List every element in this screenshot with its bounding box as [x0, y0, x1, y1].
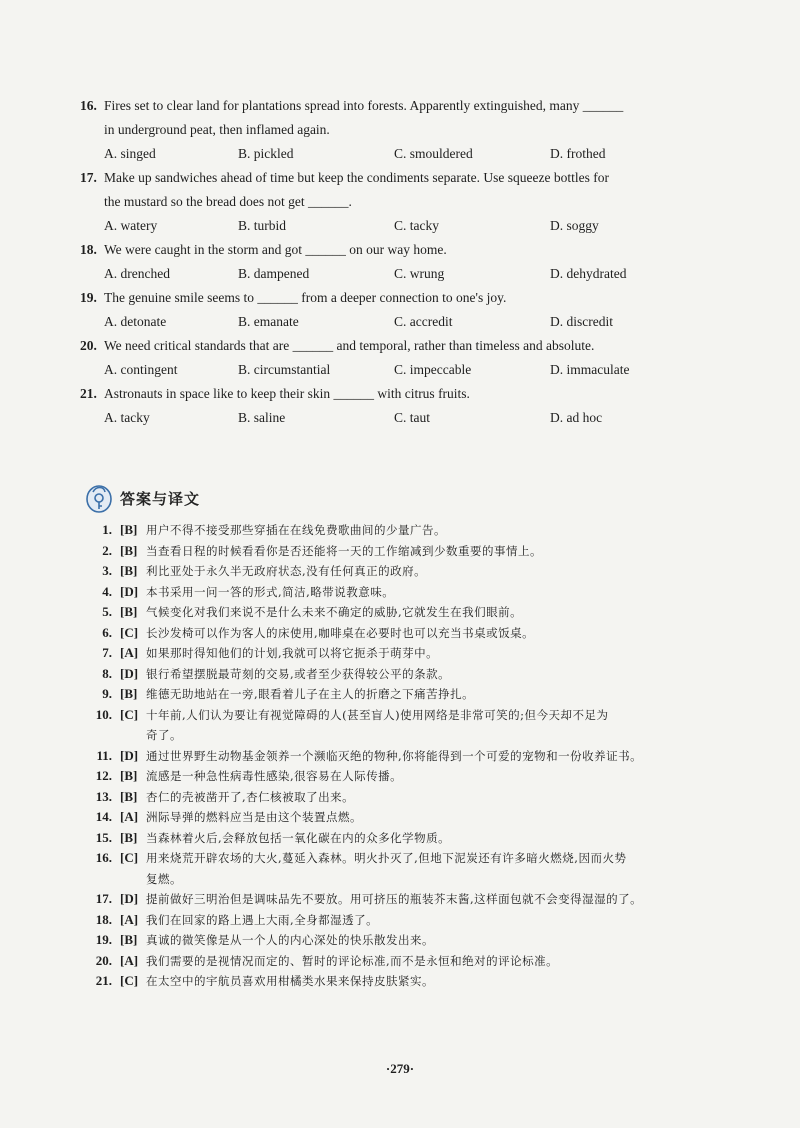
answer-option: A. detonate	[104, 314, 167, 329]
page-number: ·279·	[385, 1061, 415, 1076]
question-text: We were caught in the storm and got ______ on our way home.	[104, 242, 447, 257]
answer-number: 21.	[95, 973, 112, 988]
answer-row	[80, 807, 720, 828]
answer-row	[80, 643, 720, 664]
answer-option: D. soggy	[550, 218, 599, 233]
answer-row	[80, 746, 720, 767]
answer-row	[80, 889, 720, 910]
answer-option: D. frothed	[550, 146, 606, 161]
section-title: 答案与译文	[120, 489, 201, 508]
answer-option: B. saline	[238, 410, 286, 425]
answer-number: 4.	[102, 583, 112, 599]
answer-number: 5.	[102, 604, 112, 619]
question-list	[80, 94, 716, 430]
answer-number: 20.	[95, 952, 112, 968]
answer-translation: 用来烧荒开辟农场的大火,蔓延入森林。明火扑灭了,但地下泥炭还有许多暗火燃烧,因而火势	[146, 851, 627, 865]
answer-key	[120, 725, 146, 746]
answer-number	[80, 725, 120, 746]
answer-key: [B]	[120, 932, 138, 947]
answer-key: [B]	[120, 522, 138, 537]
question-text: in underground peat, then inflamed again.	[104, 122, 330, 137]
answer-key: [C]	[120, 973, 139, 988]
question-line	[80, 190, 716, 214]
answer-key	[120, 869, 146, 890]
question-item	[80, 286, 716, 334]
answer-key: [B]	[120, 604, 138, 619]
question-number: 19.	[80, 290, 97, 305]
answer-translation: 流感是一种急性病毒性感染,很容易在人际传播。	[146, 769, 403, 783]
answer-row	[80, 766, 720, 787]
answer-option: D. ad hoc	[550, 410, 603, 425]
answer-option: D. discredit	[550, 314, 613, 329]
answer-option: B. turbid	[238, 218, 287, 233]
question-number	[80, 118, 104, 142]
answer-number: 16.	[95, 850, 112, 865]
answer-option: C. taut	[394, 410, 430, 425]
answer-row	[80, 828, 720, 849]
answer-translation: 本书采用一问一答的形式,简洁,略带说教意味。	[146, 584, 395, 599]
answer-row	[80, 787, 720, 808]
question-text: The genuine smile seems to ______ from a deeper connection to one's joy.	[104, 290, 507, 305]
option-row	[80, 406, 716, 430]
answer-key: [C]	[120, 850, 139, 865]
question-text: Fires set to clear land for plantations spread into forests. Apparently extinguished, many ______	[104, 98, 624, 113]
answer-option: C. impeccable	[394, 362, 472, 377]
question-text: the mustard so the bread does not get ______.	[104, 194, 352, 209]
answer-translation: 真诚的微笑像是从一个人的内心深处的快乐散发出来。	[146, 933, 434, 947]
question-line	[80, 382, 716, 406]
answer-number: 12.	[95, 768, 112, 783]
question-number: 21.	[80, 386, 97, 401]
answer-translation: 维德无助地站在一旁,眼看着儿子在主人的折磨之下痛苦挣扎。	[146, 687, 475, 701]
answer-row	[80, 910, 720, 931]
answer-key: [C]	[120, 706, 139, 722]
question-line	[80, 238, 716, 262]
answer-key: [A]	[120, 952, 139, 968]
answer-key: [D]	[120, 891, 139, 906]
question-line	[80, 94, 716, 118]
answer-number: 6.	[102, 624, 112, 640]
answer-key: [D]	[120, 747, 139, 763]
answer-option: B. emanate	[238, 314, 299, 329]
answer-number: 14.	[95, 809, 112, 824]
answer-option: A. tacky	[104, 410, 150, 425]
answer-row	[80, 561, 720, 582]
answer-translation: 我们在回家的路上遇上大雨,全身都湿透了。	[146, 912, 379, 927]
question-line	[80, 166, 716, 190]
answer-option: C. tacky	[394, 218, 439, 233]
answer-key: [A]	[120, 809, 139, 824]
question-item	[80, 382, 716, 430]
answer-option: C. wrung	[394, 266, 445, 281]
answer-row	[80, 602, 720, 623]
answer-list	[80, 520, 720, 992]
question-item	[80, 238, 716, 286]
answer-translation: 长沙发椅可以作为客人的床使用,咖啡桌在必要时也可以充当书桌或饭桌。	[146, 625, 535, 640]
answer-row	[80, 869, 720, 890]
answer-number: 17.	[95, 891, 112, 906]
answer-number: 3.	[102, 563, 112, 578]
question-item	[80, 334, 716, 382]
answer-row	[80, 623, 720, 644]
answer-row	[80, 582, 720, 603]
answer-translation: 用户不得不接受那些穿插在在线免费歌曲间的少量广告。	[146, 523, 446, 537]
answer-option: C. accredit	[394, 314, 453, 329]
answer-number	[80, 869, 120, 890]
answer-number: 7.	[102, 645, 112, 660]
answer-key: [B]	[120, 768, 138, 783]
answer-translation: 如果那时得知他们的计划,我就可以将它扼杀于萌芽中。	[146, 646, 439, 660]
answer-row	[80, 520, 720, 541]
option-row	[80, 358, 716, 382]
answer-number: 9.	[102, 686, 112, 701]
answer-row	[80, 971, 720, 992]
answer-row	[80, 705, 720, 726]
answer-translation: 杏仁的壳被凿开了,杏仁核被取了出来。	[146, 789, 355, 804]
question-number: 20.	[80, 338, 97, 353]
answer-number: 19.	[95, 932, 112, 947]
question-number: 16.	[80, 98, 97, 113]
answer-row	[80, 848, 720, 869]
answer-translation: 提前做好三明治但是调味品先不要放。用可挤压的瓶装芥末酱,这样面包就不会变得湿湿的了。	[146, 892, 643, 906]
answer-option: A. watery	[104, 218, 158, 233]
question-text: We need critical standards that are ______ and temporal, rather than timeless and absolute.	[104, 338, 595, 353]
answer-number: 15.	[95, 829, 112, 845]
answer-row	[80, 684, 720, 705]
question-line	[80, 118, 716, 142]
answer-option: A. singed	[104, 146, 156, 161]
answer-key-icon	[84, 482, 114, 514]
answer-number: 8.	[102, 665, 112, 681]
answer-number: 10.	[95, 706, 112, 722]
answer-option: B. pickled	[238, 146, 294, 161]
answer-option: A. drenched	[104, 266, 170, 281]
answer-translation: 当森林着火后,会释放包括一氧化碳在内的众多化学物质。	[146, 830, 451, 845]
answer-translation: 奇了。	[146, 728, 182, 742]
answer-number: 11.	[96, 747, 112, 763]
answer-option: C. smouldered	[394, 146, 473, 161]
answer-key: [B]	[120, 829, 138, 845]
question-line	[80, 286, 716, 310]
answer-key: [B]	[120, 788, 138, 804]
answer-translation: 通过世界野生动物基金领养一个濒临灭绝的物种,你将能得到一个可爱的宠物和一份收养证书。	[146, 748, 643, 763]
answer-number: 2.	[102, 542, 112, 558]
question-text: Astronauts in space like to keep their skin ______ with citrus fruits.	[104, 386, 470, 401]
answer-option: A. contingent	[104, 362, 178, 377]
option-row	[80, 310, 716, 334]
option-row	[80, 142, 716, 166]
answer-row	[80, 664, 720, 685]
answer-translation: 气候变化对我们来说不是什么未来不确定的威胁,它就发生在我们眼前。	[146, 605, 523, 619]
answer-option: B. dampened	[238, 266, 310, 281]
answer-translation: 复燃。	[146, 871, 182, 886]
answer-option: D. dehydrated	[550, 266, 627, 281]
question-text: Make up sandwiches ahead of time but keep the condiments separate. Use squeeze bottles for	[104, 170, 609, 185]
answer-key: [B]	[120, 542, 138, 558]
question-number: 18.	[80, 242, 97, 257]
question-number: 17.	[80, 170, 97, 185]
question-item	[80, 94, 716, 166]
answer-key: [C]	[120, 624, 139, 640]
answer-translation: 利比亚处于永久半无政府状态,没有任何真正的政府。	[146, 564, 427, 578]
answer-option: D. immaculate	[550, 362, 630, 377]
answer-number: 13.	[95, 788, 112, 804]
question-line	[80, 334, 716, 358]
answer-translation: 我们需要的是视情况而定的、暂时的评论标准,而不是永恒和绝对的评论标准。	[146, 953, 559, 968]
answer-row	[80, 541, 720, 562]
answer-number: 1.	[102, 522, 112, 537]
answer-key: [B]	[120, 563, 138, 578]
answer-key: [A]	[120, 911, 139, 927]
answer-translation: 银行希望摆脱最苛刻的交易,或者至少获得较公平的条款。	[146, 666, 451, 681]
answer-option: B. circumstantial	[238, 362, 331, 377]
answer-row	[80, 930, 720, 951]
answer-key: [D]	[120, 665, 139, 681]
answer-translation: 在太空中的宇航员喜欢用柑橘类水果来保持皮肤紧实。	[146, 974, 434, 988]
answer-key: [B]	[120, 686, 138, 701]
answer-section-header	[84, 482, 200, 514]
question-number	[80, 190, 104, 214]
answer-key: [A]	[120, 645, 139, 660]
answer-translation: 当查看日程的时候看看你是否还能将一天的工作缩减到少数重要的事情上。	[146, 543, 542, 558]
answer-translation: 洲际导弹的燃料应当是由这个装置点燃。	[146, 810, 362, 824]
answer-translation: 十年前,人们认为要让有视觉障碍的人(甚至盲人)使用网络是非常可笑的;但今天却不足为	[146, 707, 609, 722]
option-row	[80, 214, 716, 238]
answer-number: 18.	[95, 911, 112, 927]
option-row	[80, 262, 716, 286]
question-item	[80, 166, 716, 238]
answer-row	[80, 725, 720, 746]
answer-key: [D]	[120, 583, 139, 599]
answer-row	[80, 951, 720, 972]
